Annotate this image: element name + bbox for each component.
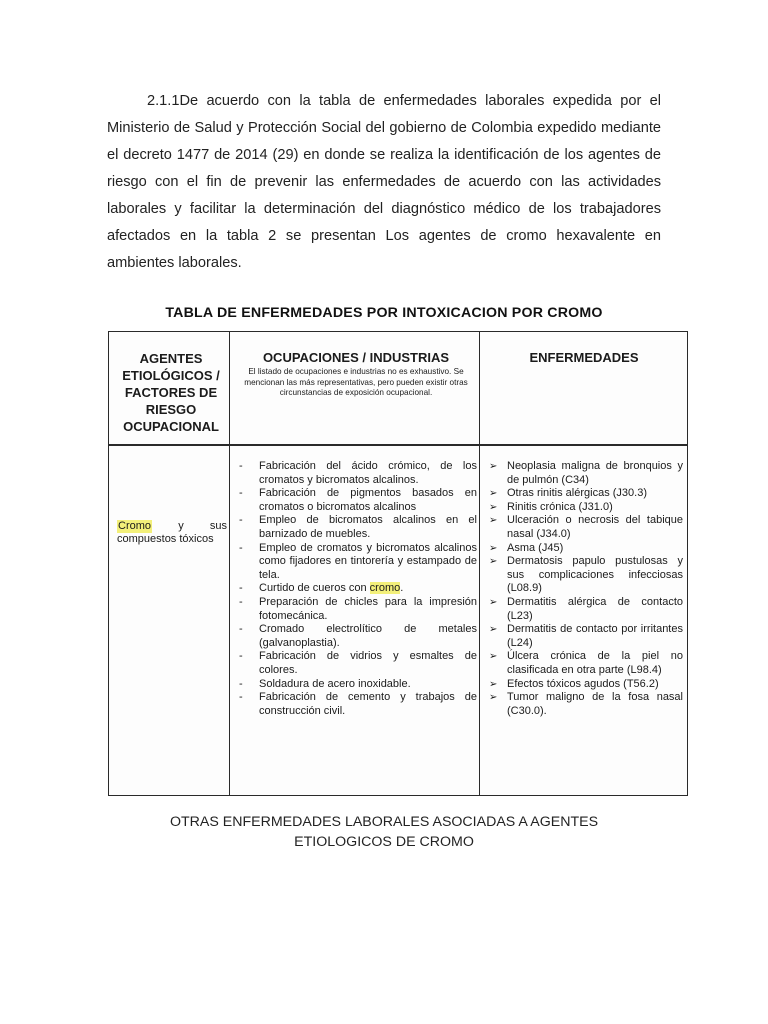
disease-text: Neoplasia maligna de bronquios y de pulmón (C34) xyxy=(507,460,683,486)
column-divider xyxy=(479,332,480,795)
disease-text: Efectos tóxicos agudos (T56.2) xyxy=(507,677,659,690)
bottom-title-line1: OTRAS ENFERMEDADES LABORALES ASOCIADAS A AGENTES xyxy=(169,814,599,830)
dash-bullet: - xyxy=(239,595,243,608)
occupations-list xyxy=(237,460,477,718)
disease-item xyxy=(487,678,683,692)
intro-text: De acuerdo con la tabla de enfermedades laborales expedida por el Ministerio de Salud y Protección Social del gobierno de Colombia expedido mediante el decreto 1477 de 2014 (29) en donde se realiza la identificación de los agentes de riesgo con el fin de prevenir las enfermedades de acuerdo con las actividades laborales y facilitar la determinación del diagnóstico médico de los trabajadores afectados en la tabla 2 se presentan Los agentes de cromo hexavalente en ambientes laborales. xyxy=(107,93,661,271)
arrow-bullet-icon: ➢ xyxy=(489,651,498,663)
bottom-title xyxy=(0,812,768,852)
arrow-bullet-icon: ➢ xyxy=(489,542,498,554)
dash-bullet: - xyxy=(239,691,243,704)
occupation-text: Empleo de cromatos y bicromatos alcalinos como fijadores en tintorería y estampado de tela. xyxy=(259,541,477,581)
occupation-text: Empleo de bicromatos alcalinos en el barnizado de muebles. xyxy=(259,514,477,540)
occupation-item xyxy=(237,650,477,677)
disease-text: Dermatitis de contacto por irritantes (L24) xyxy=(507,623,683,649)
occupation-item xyxy=(237,542,477,583)
header-ocupaciones xyxy=(237,350,475,399)
occupation-item xyxy=(237,487,477,514)
disease-text: Ulceración o necrosis del tabique nasal (J34.0) xyxy=(507,514,683,540)
occupation-text: Preparación de chicles para la impresión fotomecánica. xyxy=(259,595,477,622)
agent-highlight: Cromo xyxy=(118,520,152,532)
header-ocupaciones-note: El listado de ocupaciones e industrias no es exhaustivo. Se mencionan las más representativas, pero pueden existir otras circunstancias de exposición ocupacional. xyxy=(244,367,468,397)
occupation-text: Soldadura de acero inoxidable. xyxy=(259,677,411,690)
disease-item xyxy=(487,514,683,541)
arrow-bullet-icon: ➢ xyxy=(489,556,498,568)
disease-item xyxy=(487,623,683,650)
scanned-table xyxy=(108,331,688,796)
occupation-item xyxy=(237,460,477,487)
dash-bullet: - xyxy=(239,650,243,663)
disease-text: Dermatitis alérgica de contacto (L23) xyxy=(507,595,683,622)
disease-item xyxy=(487,691,683,718)
disease-item xyxy=(487,555,683,596)
disease-item xyxy=(487,501,683,515)
arrow-bullet-icon: ➢ xyxy=(489,624,498,636)
arrow-bullet-icon: ➢ xyxy=(489,488,498,500)
disease-item xyxy=(487,542,683,556)
disease-text: Tumor maligno de la fosa nasal (C30.0). xyxy=(507,691,683,717)
occupation-text: Cromado electrolítico de metales (galvanoplastia). xyxy=(259,623,477,649)
occupation-text: Fabricación de cemento y trabajos de construcción civil. xyxy=(259,691,477,717)
agent-sus: sus xyxy=(209,520,227,532)
arrow-bullet-icon: ➢ xyxy=(489,596,498,608)
occupation-item xyxy=(237,678,477,692)
arrow-bullet-icon: ➢ xyxy=(489,461,498,472)
disease-text: Asma (J45) xyxy=(507,541,564,554)
disease-item xyxy=(487,650,683,677)
diseases-list xyxy=(487,460,683,718)
table-title: TABLA DE ENFERMEDADES POR INTOXICACION POR CROMO xyxy=(165,305,603,321)
occupation-text: Fabricación de vidrios y esmaltes de colores. xyxy=(259,650,477,676)
arrow-bullet-icon: ➢ xyxy=(489,501,498,513)
dash-bullet: - xyxy=(239,514,243,527)
disease-text: Rinitis crónica (J31.0) xyxy=(507,500,613,513)
dash-bullet: - xyxy=(239,582,243,595)
disease-text: Úlcera crónica de la piel no clasificada en otra parte (L98.4) xyxy=(507,650,683,676)
occupation-text: . xyxy=(400,582,404,595)
occupation-item xyxy=(237,691,477,718)
agent-y: y xyxy=(178,520,184,532)
disease-item xyxy=(487,460,683,487)
arrow-bullet-icon: ➢ xyxy=(489,678,498,690)
header-ocupaciones-title: OCUPACIONES / INDUSTRIAS xyxy=(262,350,450,365)
agent-cell xyxy=(117,520,227,546)
disease-text: Dermatosis papulo pustulosas y sus complicaciones infecciosas (L08.9) xyxy=(507,555,683,595)
disease-item xyxy=(487,487,683,501)
occupation-item xyxy=(237,514,477,541)
dash-bullet: - xyxy=(239,460,243,472)
disease-item xyxy=(487,596,683,623)
occupation-item xyxy=(237,623,477,650)
occupation-highlight: cromo xyxy=(369,582,401,595)
disease-text: Otras rinitis alérgicas (J30.3) xyxy=(507,487,647,500)
arrow-bullet-icon: ➢ xyxy=(489,692,498,704)
arrow-bullet-icon: ➢ xyxy=(489,515,498,527)
occupation-item xyxy=(237,582,477,596)
dash-bullet: - xyxy=(239,623,243,636)
intro-paragraph xyxy=(107,88,661,277)
dash-bullet: - xyxy=(239,487,243,500)
dash-bullet: - xyxy=(239,677,243,690)
header-divider xyxy=(109,444,687,446)
occupation-text: Fabricación de pigmentos basados en cromatos o bicromatos alcalinos xyxy=(259,487,477,513)
dash-bullet: - xyxy=(239,541,243,554)
agent-rest: compuestos tóxicos xyxy=(117,533,214,545)
occupation-text: Curtido de cueros con xyxy=(259,582,370,595)
header-agentes: AGENTES ETIOLÓGICOS / FACTORES DE RIESGO OCUPACIONAL xyxy=(122,351,220,434)
header-enfermedades: ENFERMEDADES xyxy=(529,350,639,365)
occupation-text: Fabricación del ácido crómico, de los cromatos y bicromatos alcalinos. xyxy=(259,460,477,486)
bottom-title-line2: ETIOLOGICOS DE CROMO xyxy=(294,834,474,850)
section-number: 2.1.1 xyxy=(147,93,180,109)
column-divider xyxy=(229,332,230,795)
occupation-item xyxy=(237,596,477,623)
